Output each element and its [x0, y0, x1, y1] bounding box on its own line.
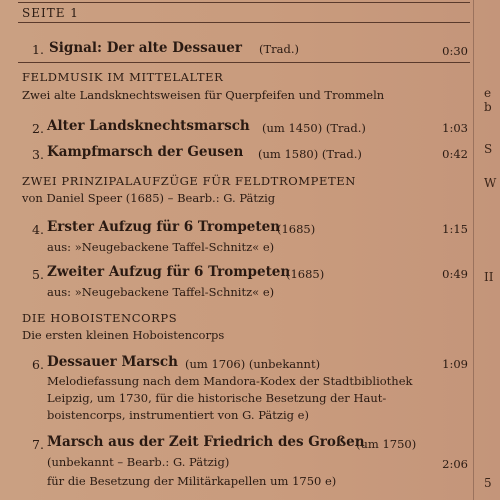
track-1-duration: 0:30	[442, 44, 468, 58]
track-meta: (1685)	[286, 267, 325, 281]
side-label: SEITE 1	[22, 6, 79, 20]
track-description: Melodiefassung nach dem Mandora-Kodex der Stadtbibliothek	[47, 374, 413, 388]
divider	[18, 62, 470, 63]
track-3-duration: 0:42	[442, 147, 468, 161]
section-heading: DIE HOBOISTENCORPS	[22, 311, 178, 325]
edge-glyph: b	[484, 100, 492, 114]
track-number: 2.	[32, 121, 44, 136]
header-rule	[18, 22, 470, 23]
track-meta: (um 1450) (Trad.)	[262, 121, 366, 135]
top-rule	[18, 2, 470, 3]
edge-glyph: S	[484, 142, 493, 156]
track-number: 3.	[32, 147, 44, 162]
section-heading: ZWEI PRINZIPALAUFZÜGE FÜR FELDTROMPETEN	[22, 174, 356, 188]
track-title: Signal: Der alte Dessauer	[49, 40, 242, 56]
track-title: Kampfmarsch der Geusen	[47, 144, 244, 160]
section-heading: FELDMUSIK IM MITTELALTER	[22, 70, 224, 84]
track-number: 5.	[32, 267, 44, 282]
track-title: Zweiter Aufzug für 6 Trompeten	[47, 264, 291, 280]
track-4-duration: 1:15	[442, 222, 468, 236]
track-meta: (um 1750)	[356, 437, 417, 451]
track-number: 4.	[32, 222, 44, 237]
section-subheading: Die ersten kleinen Hoboistencorps	[22, 328, 225, 342]
section-subheading: von Daniel Speer (1685) – Bearb.: G. Pätzig	[22, 191, 276, 205]
track-number: 6.	[32, 357, 44, 372]
track-meta: (um 1580) (Trad.)	[258, 147, 362, 161]
edge-glyph: II	[484, 270, 494, 284]
track-5-duration: 0:49	[442, 267, 468, 281]
section-subheading: Zwei alte Landsknechtsweisen für Querpfeifen und Trommeln	[22, 88, 385, 102]
page-edge	[473, 0, 474, 500]
edge-glyph: e	[484, 86, 492, 100]
track-6-duration: 1:09	[442, 357, 468, 371]
track-note: aus: »Neugebackene Taffel-Schnitz« e)	[47, 285, 275, 299]
track-title: Marsch aus der Zeit Friedrich des Großen	[47, 434, 365, 450]
track-number: 7.	[32, 437, 44, 452]
track-2-duration: 1:03	[442, 121, 468, 135]
track-7-duration: 2:06	[442, 457, 468, 471]
track-description: für die Besetzung der Militärkapellen um 1750 e)	[47, 474, 337, 488]
track-number: 1.	[32, 42, 44, 57]
track-note: aus: »Neugebackene Taffel-Schnitz« e)	[47, 240, 275, 254]
track-meta: (um 1706) (unbekannt)	[185, 357, 321, 371]
track-meta: (Trad.)	[259, 42, 300, 56]
track-title: Erster Aufzug für 6 Trompeten	[47, 219, 281, 235]
track-meta: (1685)	[277, 222, 316, 236]
track-title: Dessauer Marsch	[47, 354, 178, 370]
edge-glyph: 5	[484, 476, 492, 490]
track-description: (unbekannt – Bearb.: G. Pätzig)	[47, 455, 230, 469]
track-description: boistencorps, instrumentiert von G. Pätzig e)	[47, 408, 309, 422]
track-title: Alter Landsknechtsmarsch	[47, 118, 250, 134]
track-description: Leipzig, um 1730, für die historische Besetzung der Haut-	[47, 391, 387, 405]
edge-glyph: W	[484, 176, 497, 190]
